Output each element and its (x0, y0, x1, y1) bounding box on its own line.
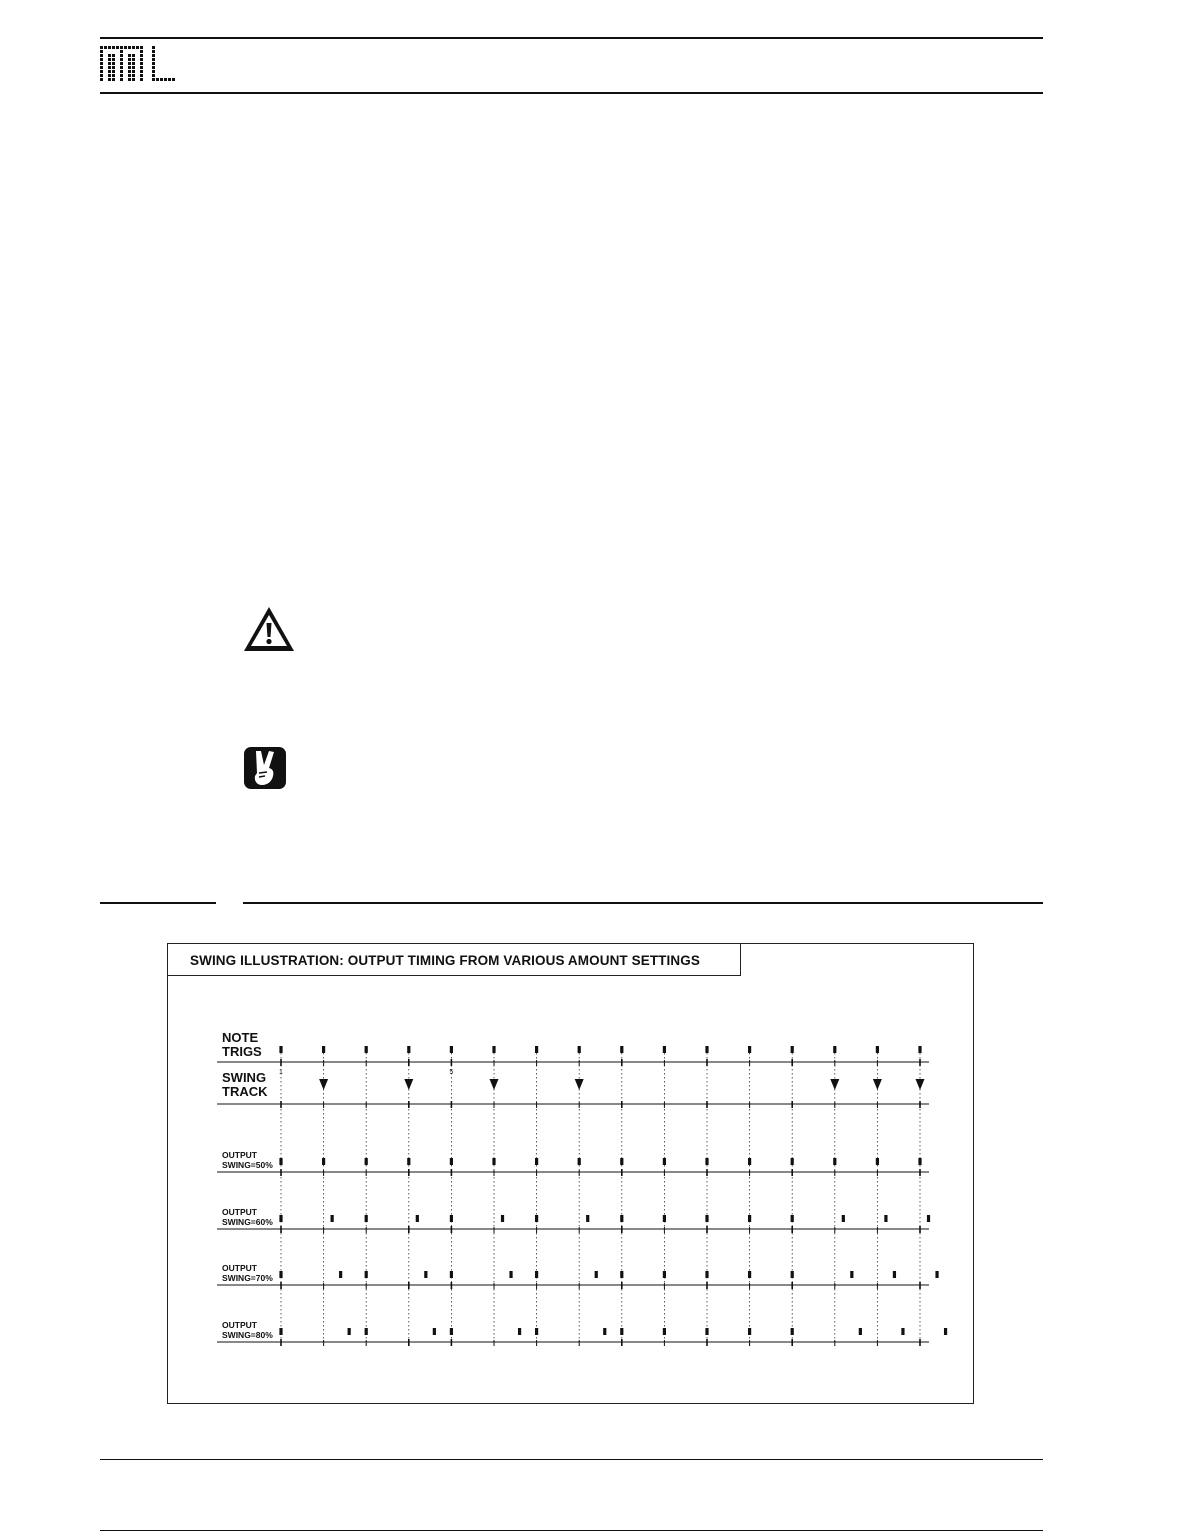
logo-dot (152, 74, 155, 77)
output-trig-mark (663, 1271, 666, 1278)
output-trig-mark (842, 1215, 845, 1222)
logo-dot (140, 74, 143, 77)
output-trig-mark (927, 1215, 930, 1222)
output-trig-mark (348, 1328, 351, 1335)
output-trig-mark (279, 1271, 282, 1278)
note-trig-mark (663, 1046, 666, 1053)
logo-dot (140, 50, 143, 53)
output-trig-mark (535, 1215, 538, 1222)
output-trig-mark (365, 1271, 368, 1278)
logo-dot (112, 46, 115, 49)
note-trig-mark (365, 1046, 368, 1053)
row-label: OUTPUT (222, 1263, 257, 1273)
logo-dot (140, 46, 143, 49)
note-trig-mark (322, 1046, 325, 1053)
row-label: SWING (222, 1070, 267, 1085)
logo-dot (100, 70, 103, 73)
logo-dot (108, 70, 111, 73)
logo-dot (100, 58, 103, 61)
logo-dot (112, 70, 115, 73)
step-number: 5 (449, 1069, 454, 1076)
logo-dot (112, 66, 115, 69)
logo-dot (120, 46, 123, 49)
row-label: TRIGS (222, 1044, 262, 1059)
output-trig-mark (705, 1158, 708, 1165)
logo-dot (100, 50, 103, 53)
output-trig-mark (893, 1271, 896, 1278)
logo-dot (128, 54, 131, 57)
logo-dot (112, 62, 115, 65)
output-trig-mark (620, 1271, 623, 1278)
note-trig-mark (705, 1046, 708, 1053)
section-rule-left (100, 902, 216, 904)
row-label: SWING=70% (222, 1273, 273, 1283)
logo-dot (100, 66, 103, 69)
output-trig-mark (424, 1271, 427, 1278)
note-trig-mark (620, 1046, 623, 1053)
logo-dot (100, 74, 103, 77)
output-trig-mark (365, 1215, 368, 1222)
logo-dot (120, 78, 123, 81)
logo-dot (132, 70, 135, 73)
output-trig-mark (663, 1328, 666, 1335)
row-label: TRACK (222, 1084, 268, 1099)
logo-dot (120, 74, 123, 77)
output-trig-mark (620, 1158, 623, 1165)
row-label: NOTE (222, 1030, 259, 1045)
output-trig-mark (663, 1158, 666, 1165)
output-trig-mark (603, 1328, 606, 1335)
output-trig-mark (884, 1215, 887, 1222)
output-trig-mark (705, 1328, 708, 1335)
output-trig-mark (876, 1158, 879, 1165)
output-trig-mark (620, 1328, 623, 1335)
output-trig-mark (509, 1271, 512, 1278)
logo-dot (152, 70, 155, 73)
swing-arrow (404, 1079, 413, 1090)
output-trig-mark (620, 1215, 623, 1222)
logo-dot (140, 70, 143, 73)
output-trig-mark (791, 1158, 794, 1165)
logo-dot (108, 78, 111, 81)
warning-icon (241, 604, 297, 654)
output-trig-mark (748, 1215, 751, 1222)
output-trig-mark (918, 1158, 921, 1165)
output-trig-mark (578, 1158, 581, 1165)
logo-dot (168, 78, 171, 81)
logo-dot (124, 46, 127, 49)
swing-arrow (575, 1079, 584, 1090)
logo-dot (140, 62, 143, 65)
logo-dot (100, 62, 103, 65)
output-trig-mark (450, 1215, 453, 1222)
output-trig-mark (748, 1158, 751, 1165)
output-trig-mark (586, 1215, 589, 1222)
output-trig-mark (595, 1271, 598, 1278)
peace-hand-icon (243, 746, 287, 790)
logo-dot (128, 78, 131, 81)
logo-dot (108, 54, 111, 57)
logo-dot (164, 78, 167, 81)
note-trig-mark (450, 1046, 453, 1053)
row-label: SWING=50% (222, 1160, 273, 1170)
output-trig-mark (663, 1215, 666, 1222)
output-trig-mark (791, 1328, 794, 1335)
logo-dot (112, 58, 115, 61)
output-trig-mark (748, 1271, 751, 1278)
note-trig-mark (791, 1046, 794, 1053)
logo-dot (100, 54, 103, 57)
output-trig-mark (535, 1328, 538, 1335)
logo-dot (172, 78, 175, 81)
logo-dot (128, 46, 131, 49)
output-trig-mark (850, 1271, 853, 1278)
logo-dot (108, 46, 111, 49)
figure-title: SWING ILLUSTRATION: OUTPUT TIMING FROM VARIOUS AMOUNT SETTINGS (190, 953, 700, 968)
swing-arrow (490, 1079, 499, 1090)
output-trig-mark (407, 1158, 410, 1165)
output-trig-mark (322, 1158, 325, 1165)
output-trig-mark (705, 1215, 708, 1222)
row-label: OUTPUT (222, 1150, 257, 1160)
logo-dot (108, 62, 111, 65)
logo-dot (100, 46, 103, 49)
output-trig-mark (279, 1328, 282, 1335)
output-trig-mark (416, 1215, 419, 1222)
output-trig-mark (450, 1328, 453, 1335)
logo-dot (120, 66, 123, 69)
output-trig-mark (339, 1271, 342, 1278)
output-trig-mark (791, 1271, 794, 1278)
logo-dot (112, 54, 115, 57)
logo-dot (108, 74, 111, 77)
logo-dot (108, 66, 111, 69)
logo-dot (120, 70, 123, 73)
note-trig-mark (578, 1046, 581, 1053)
logo-dot (152, 66, 155, 69)
logo-dot (132, 62, 135, 65)
logo-dot (152, 46, 155, 49)
note-trig-mark (492, 1046, 495, 1053)
logo-dot (132, 54, 135, 57)
output-trig-mark (535, 1158, 538, 1165)
logo-dot (152, 78, 155, 81)
swing-arrow (319, 1079, 328, 1090)
output-trig-mark (705, 1271, 708, 1278)
logo-dot (140, 54, 143, 57)
output-trig-mark (331, 1215, 334, 1222)
logo-dot (120, 54, 123, 57)
row-label: OUTPUT (222, 1207, 257, 1217)
step-number: 1 (279, 1069, 283, 1076)
logo-dot (120, 50, 123, 53)
footer-top-rule (100, 1459, 1043, 1460)
logo-dot (136, 46, 139, 49)
note-trig-mark (279, 1046, 282, 1053)
output-trig-mark (791, 1215, 794, 1222)
logo-dot (100, 78, 103, 81)
note-trig-mark (535, 1046, 538, 1053)
logo-dot (112, 74, 115, 77)
output-trig-mark (365, 1328, 368, 1335)
logo-dot (140, 66, 143, 69)
swing-timing-chart (168, 944, 973, 1403)
logo-dot (116, 46, 119, 49)
output-trig-mark (859, 1328, 862, 1335)
output-trig-mark (748, 1328, 751, 1335)
logo-dot (128, 58, 131, 61)
header-bottom-rule (100, 92, 1043, 94)
output-trig-mark (944, 1328, 947, 1335)
logo-dot (112, 78, 115, 81)
row-label: SWING=80% (222, 1330, 273, 1340)
swing-arrow (873, 1079, 882, 1090)
logo-dot (128, 74, 131, 77)
logo-dot (140, 58, 143, 61)
logo-dot (108, 58, 111, 61)
output-trig-mark (518, 1328, 521, 1335)
output-trig-mark (833, 1158, 836, 1165)
output-trig-mark (492, 1158, 495, 1165)
logo-dot (128, 70, 131, 73)
row-label: OUTPUT (222, 1320, 257, 1330)
output-trig-mark (433, 1328, 436, 1335)
elektron-logo (100, 46, 176, 82)
note-trig-mark (918, 1046, 921, 1053)
note-trig-mark (833, 1046, 836, 1053)
logo-dot (132, 46, 135, 49)
logo-dot (132, 58, 135, 61)
logo-dot (132, 66, 135, 69)
output-trig-mark (535, 1271, 538, 1278)
logo-dot (120, 58, 123, 61)
section-rule-right (243, 902, 1043, 904)
swing-arrow (830, 1079, 839, 1090)
logo-dot (128, 66, 131, 69)
logo-dot (152, 62, 155, 65)
swing-arrow (916, 1079, 925, 1090)
note-trig-mark (748, 1046, 751, 1053)
output-trig-mark (901, 1328, 904, 1335)
logo-dot (160, 78, 163, 81)
logo-dot (132, 74, 135, 77)
logo-dot (156, 78, 159, 81)
output-trig-mark (365, 1158, 368, 1165)
logo-dot (120, 62, 123, 65)
logo-dot (128, 62, 131, 65)
note-trig-mark (876, 1046, 879, 1053)
logo-dot (152, 54, 155, 57)
output-trig-mark (501, 1215, 504, 1222)
row-label: SWING=60% (222, 1217, 273, 1227)
logo-dot (140, 78, 143, 81)
logo-dot (132, 78, 135, 81)
logo-dot (104, 46, 107, 49)
note-trig-mark (407, 1046, 410, 1053)
logo-dot (152, 50, 155, 53)
output-trig-mark (935, 1271, 938, 1278)
output-trig-mark (279, 1215, 282, 1222)
swing-illustration-figure (167, 943, 974, 1404)
output-trig-mark (450, 1271, 453, 1278)
logo-dot (152, 58, 155, 61)
output-trig-mark (279, 1158, 282, 1165)
header-top-rule (100, 37, 1043, 39)
footer-bottom-rule (100, 1530, 1043, 1531)
output-trig-mark (450, 1158, 453, 1165)
